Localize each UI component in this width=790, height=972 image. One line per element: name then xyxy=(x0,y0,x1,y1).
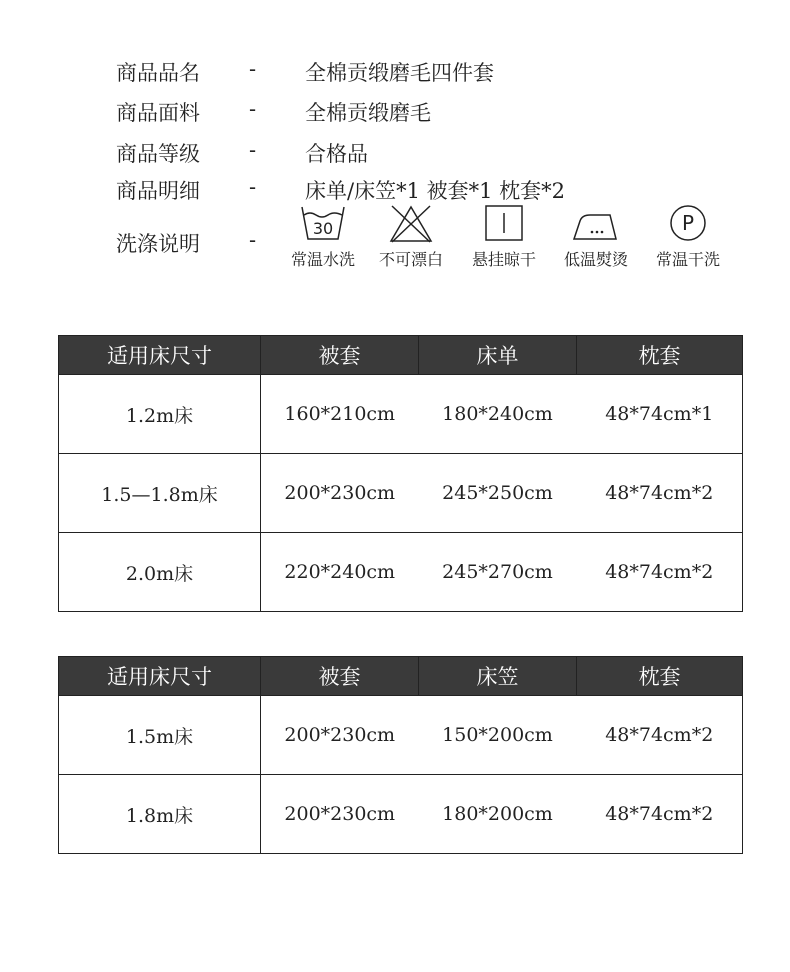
care-item-dry-clean xyxy=(642,203,734,270)
info-value: 全棉贡缎磨毛四件套 xyxy=(305,61,494,85)
header-duvet: 被套 xyxy=(261,336,419,375)
cell-fitted-sheet: 150*200cm xyxy=(419,696,577,775)
cell-sheet: 245*250cm xyxy=(419,454,577,533)
cell-bed-size: 1.5—1.8m床 xyxy=(59,454,261,533)
cell-sheet: 180*240cm xyxy=(419,375,577,454)
hang-dry-icon xyxy=(480,203,528,243)
table-header-row xyxy=(59,657,743,696)
cell-pillowcase: 48*74cm*1 xyxy=(577,375,743,454)
cell-bed-size: 1.5m床 xyxy=(59,696,261,775)
size-table-fitted xyxy=(58,656,743,854)
header-fitted-sheet: 床笠 xyxy=(419,657,577,696)
header-pillowcase: 枕套 xyxy=(577,657,743,696)
table-row xyxy=(59,696,743,775)
info-value: 全棉贡缎磨毛 xyxy=(305,101,431,125)
care-caption: 常温干洗 xyxy=(655,250,720,269)
info-dash: - xyxy=(249,57,257,81)
info-label: 商品面料 xyxy=(116,101,200,125)
header-bed-size: 适用床尺寸 xyxy=(59,336,261,375)
info-label: 商品等级 xyxy=(116,142,200,166)
header-pillowcase: 枕套 xyxy=(577,336,743,375)
table-row xyxy=(59,533,743,612)
wash-temp-text: 30 xyxy=(312,219,334,238)
cell-pillowcase: 48*74cm*2 xyxy=(577,775,743,854)
no-bleach-icon xyxy=(387,203,435,243)
info-dash: - xyxy=(249,228,257,252)
iron-low-icon xyxy=(570,203,622,243)
header-bed-size: 适用床尺寸 xyxy=(59,657,261,696)
info-label: 商品品名 xyxy=(116,61,200,85)
cell-duvet: 200*230cm xyxy=(261,775,419,854)
care-item-hang-dry xyxy=(458,203,550,270)
cell-duvet: 220*240cm xyxy=(261,533,419,612)
care-item-wash xyxy=(277,203,369,270)
cell-duvet: 200*230cm xyxy=(261,696,419,775)
cell-fitted-sheet: 180*200cm xyxy=(419,775,577,854)
header-sheet: 床单 xyxy=(419,336,577,375)
care-icons xyxy=(0,203,790,283)
dry-clean-p-icon xyxy=(664,203,712,243)
care-item-no-bleach xyxy=(365,203,457,270)
info-label: 洗涤说明 xyxy=(116,232,200,256)
cell-pillowcase: 48*74cm*2 xyxy=(577,533,743,612)
info-row-grade xyxy=(0,138,790,172)
info-value: 合格品 xyxy=(305,142,368,166)
info-value: 床单/床笠*1 被套*1 枕套*2 xyxy=(305,179,566,203)
care-caption: 不可漂白 xyxy=(378,250,443,269)
cell-duvet: 200*230cm xyxy=(261,454,419,533)
care-item-iron xyxy=(550,203,642,270)
cell-bed-size: 1.8m床 xyxy=(59,775,261,854)
cell-bed-size: 2.0m床 xyxy=(59,533,261,612)
dry-clean-letter: P xyxy=(681,211,695,235)
info-row-fabric xyxy=(0,97,790,131)
cell-pillowcase: 48*74cm*2 xyxy=(577,454,743,533)
table-row xyxy=(59,775,743,854)
care-caption: 低温熨烫 xyxy=(563,250,628,269)
cell-pillowcase: 48*74cm*2 xyxy=(577,696,743,775)
info-dash: - xyxy=(249,97,257,121)
table-row xyxy=(59,454,743,533)
care-caption: 常温水洗 xyxy=(290,250,355,269)
wash-30-icon xyxy=(299,203,347,243)
info-row-name xyxy=(0,57,790,91)
info-dash: - xyxy=(249,175,257,199)
header-duvet: 被套 xyxy=(261,657,419,696)
info-label: 商品明细 xyxy=(116,179,200,203)
cell-bed-size: 1.2m床 xyxy=(59,375,261,454)
table-header-row xyxy=(59,336,743,375)
info-dash: - xyxy=(249,138,257,162)
care-caption: 悬挂晾干 xyxy=(471,250,536,269)
cell-duvet: 160*210cm xyxy=(261,375,419,454)
cell-sheet: 245*270cm xyxy=(419,533,577,612)
table-row xyxy=(59,375,743,454)
size-table-sheet xyxy=(58,335,743,612)
